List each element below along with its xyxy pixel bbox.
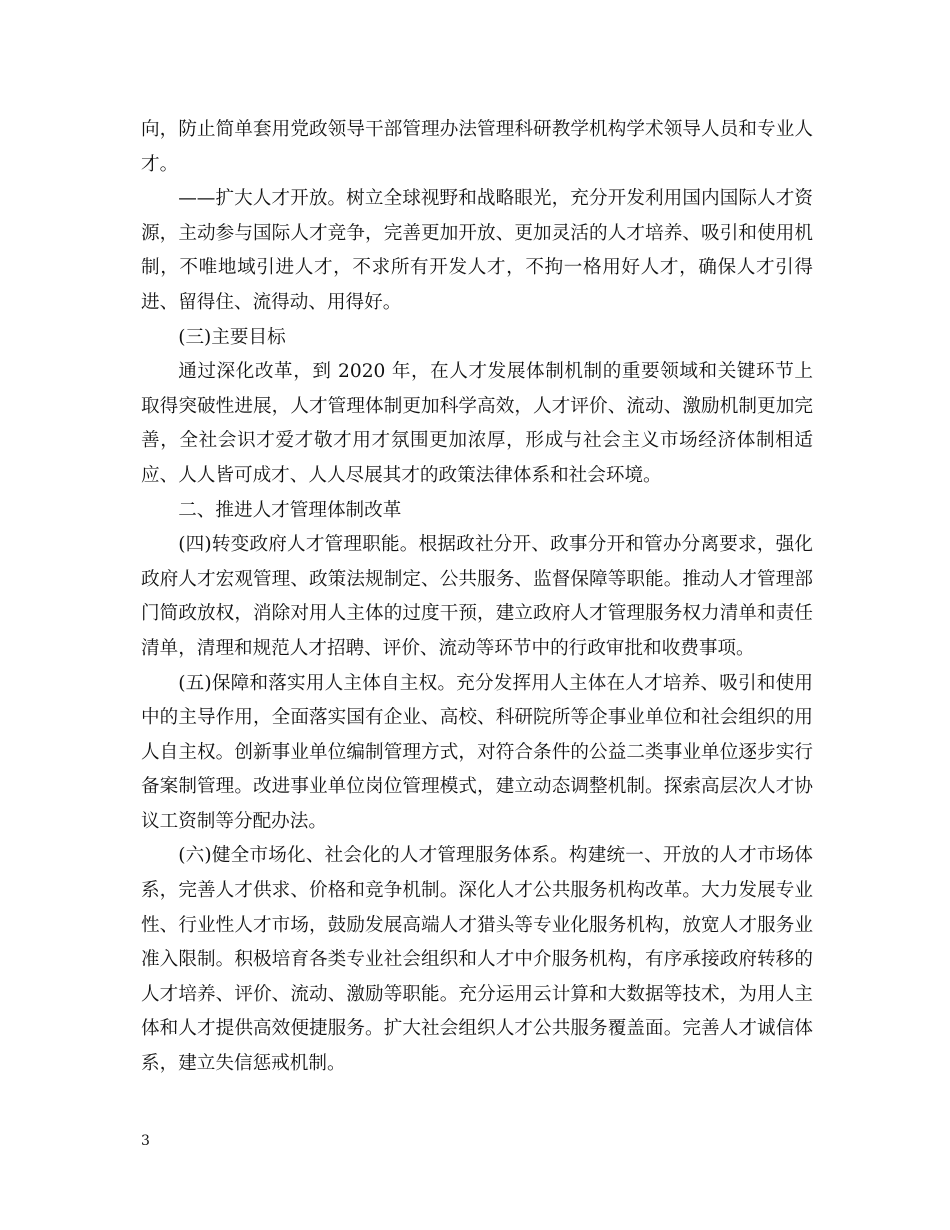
page-number: 3 <box>141 1133 150 1149</box>
document-body <box>141 113 813 1082</box>
paragraph-talent-opening: ——扩大人才开放。树立全球视野和战略眼光，充分开发利用国内国际人才资源，主动参与国际人才竞争，完善更加开放、更加灵活的人才培养、吸引和使用机制，不唯地域引进人才，不求所有开发人才，不拘一格用好人才，确保人才引得进、留得住、流得动、用得好。 <box>141 188 813 313</box>
paragraph-government-functions: (四)转变政府人才管理职能。根据政社分开、政事分开和管办分离要求，强化政府人才宏观管理、政策法规制定、公共服务、监督保障等职能。推动人才管理部门简政放权，消除对用人主体的过度干预，建立政府人才管理服务权力清单和责任清单，清理和规范人才招聘、评价、流动等环节中的行政审批和收费事项。 <box>141 534 813 659</box>
section-heading-main-goals: (三)主要目标 <box>178 326 286 348</box>
chapter-heading-management-reform: 二、推进人才管理体制改革 <box>178 499 402 521</box>
paragraph-employer-autonomy: (五)保障和落实用人主体自主权。充分发挥用人主体在人才培养、吸引和使用中的主导作用，全面落实国有企业、高校、科研院所等企事业单位和社会组织的用人自主权。创新事业单位编制管理方式，对符合条件的公益二类事业单位逐步实行备案制管理。改进事业单位岗位管理模式，建立动态调整机制。探索高层次人才协议工资制等分配办法。 <box>141 672 813 832</box>
paragraph-service-system: (六)健全市场化、社会化的人才管理服务体系。构建统一、开放的人才市场体系，完善人才供求、价格和竞争机制。深化人才公共服务机构改革。大力发展专业性、行业性人才市场，鼓励发展高端人才猎头等专业化服务机构，放宽人才服务业准入限制。积极培育各类专业社会组织和人才中介服务机构，有序承接政府转移的人才培养、评价、流动、激励等职能。充分运用云计算和大数据等技术，为用人主体和人才提供高效便捷服务。扩大社会组织人才公共服务覆盖面。完善人才诚信体系，建立失信惩戒机制。 <box>141 845 813 1075</box>
paragraph-continuation: 向，防止简单套用党政领导干部管理办法管理科研教学机构学术领导人员和专业人才。 <box>141 119 813 175</box>
paragraph-main-goals: 通过深化改革，到 2020 年，在人才发展体制机制的重要领域和关键环节上取得突破性进展，人才管理体制更加科学高效，人才评价、流动、激励机制更加完善，全社会识才爱才敬才用才氛围更加浓厚，形成与社会主义市场经济体制相适应、人人皆可成才、人人尽展其才的政策法律体系和社会环境。 <box>141 361 813 486</box>
